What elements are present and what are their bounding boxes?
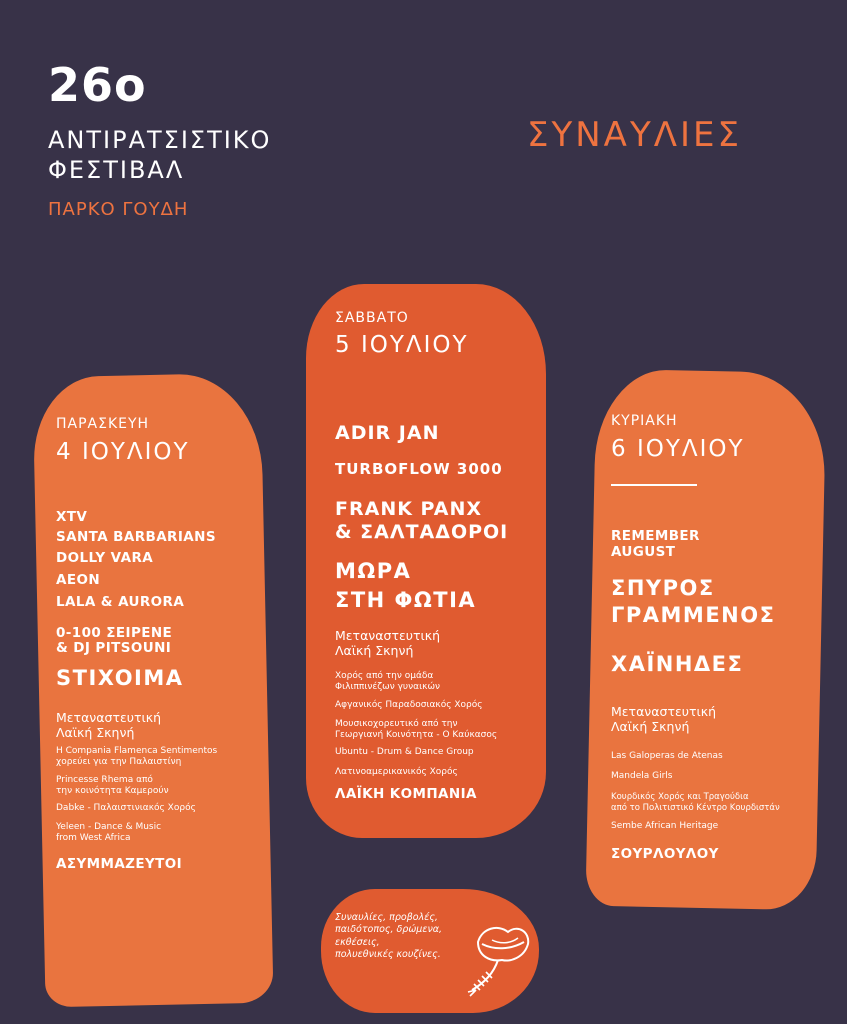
festival-location: ΠΑΡΚΟ ΓΟΥΔΗ <box>48 199 189 220</box>
friday-act: & DJ PITSOUNI <box>56 640 172 656</box>
saturday-stage-title: Μεταναστευτική <box>335 628 441 643</box>
friday-stage-item: H Compania Flamenca Sentimentos <box>56 746 218 756</box>
footer-line: παιδότοπος, δρώμενα, <box>335 924 443 936</box>
sunday-stage-item: από το Πολιτιστικό Κέντρο Κουρδιστάν <box>611 803 780 813</box>
friday-stage-item: χορεύει για την Παλαιστίνη <box>56 757 182 767</box>
sunday-act: AUGUST <box>611 544 676 560</box>
saturday-date: 5 ΙΟΥΛΙΟΥ <box>335 332 469 358</box>
festival-edition: 26ο <box>48 58 147 112</box>
sunday-act: REMEMBER <box>611 528 700 544</box>
saturday-headliner: ΣΤΗ ΦΩΤΙΑ <box>335 588 477 612</box>
sunday-stage-item: Las Galoperas de Atenas <box>611 751 723 761</box>
friday-stage-item: την κοινότητα Καμερούν <box>56 786 169 796</box>
sunday-stage-title: Λαϊκή Σκηνή <box>611 719 690 734</box>
saturday-day: ΣΑΒΒΑΤΟ <box>335 310 409 326</box>
sunday-stage-item: Sembe African Heritage <box>611 821 719 831</box>
sunday-closing: ΣΟΥΡΛΟΥΛΟΥ <box>611 846 719 862</box>
saturday-stage-item: Γεωργιανή Κοινότητα - Ο Καύκασος <box>335 730 498 740</box>
friday-stage-item: Princesse Rhema από <box>56 775 153 785</box>
sunday-stage-title: Μεταναστευτική <box>611 704 717 719</box>
saturday-act: ADIR JAN <box>335 422 440 444</box>
friday-stage-item: Yeleen - Dance & Music <box>56 822 162 832</box>
friday-closing: ΑΣΥΜΜΑΖΕΥΤΟΙ <box>56 856 183 872</box>
footer-line: Συναυλίες, προβολές, <box>335 912 438 923</box>
saturday-stage-item: Μουσικοχορευτικό από την <box>335 719 458 729</box>
friday-act: AEON <box>56 572 101 588</box>
festival-title-line2: ΦΕΣΤΙΒΑΛ <box>48 156 185 184</box>
friday-act: XTV <box>56 509 88 525</box>
saturday-closing: ΛΑΪΚΗ ΚΟΜΠΑΝΙΑ <box>335 786 477 802</box>
footer-text <box>335 912 475 961</box>
footer-line: εκθέσεις, <box>335 936 380 948</box>
sunday-act: ΣΠΥΡΟΣ <box>611 576 715 600</box>
saturday-stage-title: Λαϊκή Σκηνή <box>335 643 414 658</box>
sunday-divider <box>611 484 697 486</box>
saturday-act: FRANK PANX <box>335 498 482 520</box>
saturday-stage-item: Χορός από την ομάδα <box>335 671 434 681</box>
friday-act: 0-100 ΣΕΙΡΕΝΕ <box>56 625 173 641</box>
friday-headliner: STIXOIMA <box>56 666 184 690</box>
saturday-stage-item: Λατινοαμερικανικός Χορός <box>335 767 458 777</box>
sunday-day: ΚΥΡΙΑΚΗ <box>611 413 678 429</box>
friday-stage-title: Μεταναστευτική <box>56 710 162 725</box>
sunday-headliner: ΧΑΪΝΗΔΕΣ <box>611 652 744 676</box>
sunday-stage-item: Κουρδικός Χορός και Τραγούδια <box>611 792 749 802</box>
saturday-act: & ΣΑΛΤΑΔΟΡΟΙ <box>335 521 509 543</box>
footer-line: πολυεθνικές κουζίνες. <box>335 949 441 961</box>
sunday-act: ΓΡΑΜΜΕΝΟΣ <box>611 603 776 627</box>
friday-date: 4 ΙΟΥΛΙΟΥ <box>56 439 190 465</box>
friday-stage-item: Dabke - Παλαιστινιακός Χορός <box>56 803 196 813</box>
festival-title-line1: ΑΝΤΙΡΑΤΣΙΣΤΙΚΟ <box>48 126 272 154</box>
friday-stage-title: Λαϊκή Σκηνή <box>56 725 135 740</box>
sunday-date: 6 ΙΟΥΛΙΟΥ <box>611 436 745 462</box>
saturday-headliner: ΜΩΡΑ <box>335 559 412 583</box>
saturday-act: TURBOFLOW 3000 <box>335 460 503 478</box>
friday-stage-item: from West Africa <box>56 833 131 843</box>
friday-act: LALA & AURORA <box>56 594 185 610</box>
friday-act: SANTA BARBARIANS <box>56 529 216 545</box>
saturday-stage-item: Φιλιππινέζων γυναικών <box>335 682 441 692</box>
saturday-stage-item: Αφγανικός Παραδοσιακός Χορός <box>335 700 483 710</box>
friday-act: DOLLY VARA <box>56 550 154 566</box>
lips-flower-icon <box>464 918 536 1000</box>
saturday-stage-item: Ubuntu - Drum & Dance Group <box>335 747 474 757</box>
friday-day: ΠΑΡΑΣΚΕΥΗ <box>56 416 150 432</box>
sunday-stage-item: Mandela Girls <box>611 771 673 781</box>
section-title: ΣΥΝΑΥΛΙΕΣ <box>527 115 742 155</box>
